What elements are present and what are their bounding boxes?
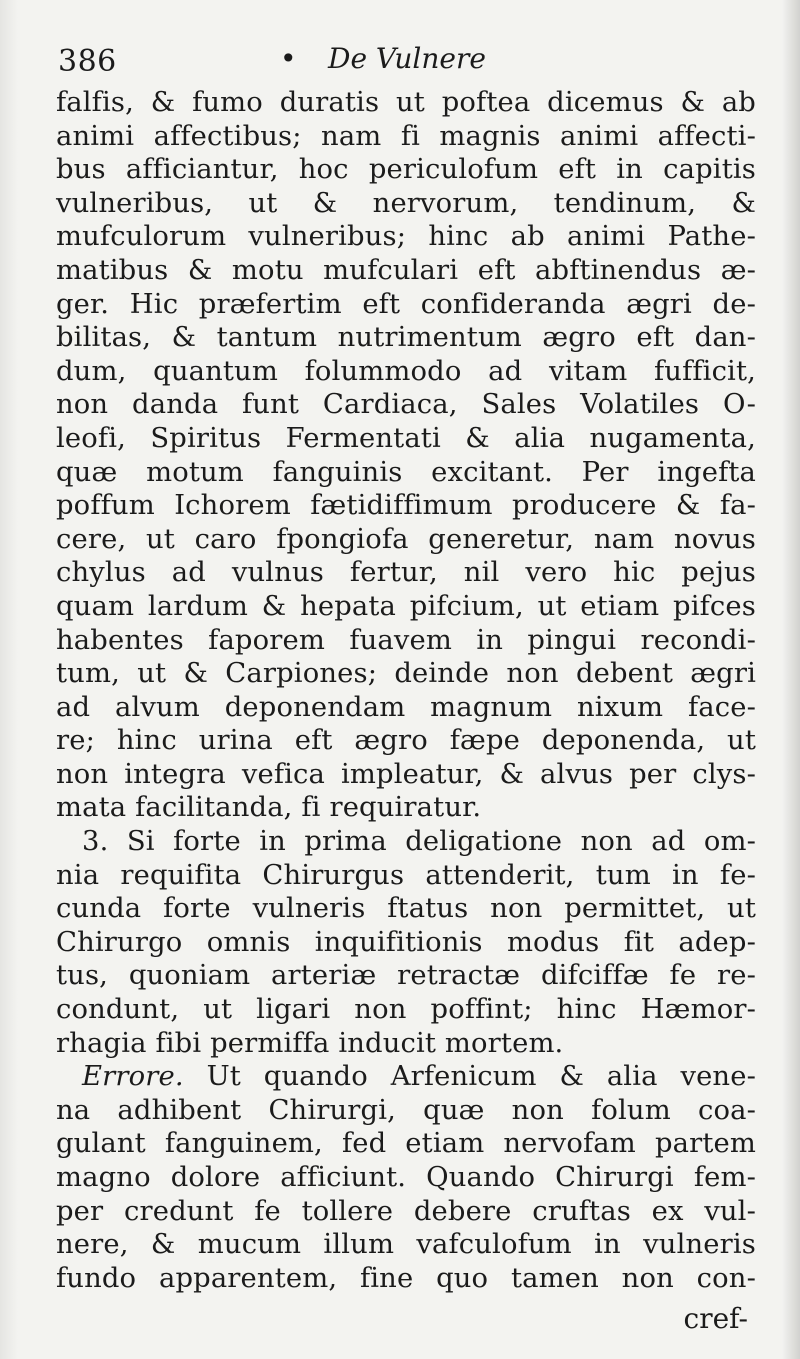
text-line: nia requifita Chirurgus attenderit, tum in fe- (56, 859, 756, 891)
page-number: 386 (58, 44, 117, 79)
text-line: ad alvum deponendam magnum nixum face- (56, 691, 756, 723)
text-line: per credunt fe tollere debere cruftas ex vul- (56, 1195, 756, 1227)
text-line: magno dolore afficiunt. Quando Chirurgi fem- (56, 1162, 756, 1193)
numbered-paragraph-start: 3. Si forte in prima deligatione non ad om- (82, 826, 756, 858)
page-footer (58, 1302, 748, 1342)
text-line: fundo apparentem, fine quo tamen non con- (56, 1262, 756, 1294)
body-text (56, 86, 756, 1295)
catchword: cref- (683, 1302, 748, 1335)
text-line: poffum Ichorem fætidiffimum producere & fa- (56, 490, 756, 522)
page-header (58, 38, 748, 86)
text-line: habentes faporem fuavem in pingui recondi- (56, 624, 756, 656)
text-line: non integra vefica impleatur, & alvus per clys- (56, 758, 756, 790)
text-line: ger. Hic præfertim eft confideranda ægri de- (56, 288, 756, 320)
text-line: mufculorum vulneribus; hinc ab animi Pathe- (56, 221, 756, 253)
text-line: nere, & mucum illum vafculofum in vulneris (56, 1229, 756, 1261)
text-line: matibus & motu mufculari eft abftinendus æ- (56, 254, 756, 286)
text-line: bilitas, & tantum nutrimentum ægro eft dan- (56, 322, 756, 354)
text-line: cere, ut caro fpongiofa generetur, nam novus (56, 523, 756, 555)
errore-lead-word: Errore. (82, 1061, 184, 1093)
text-line: leofi, Spiritus Fermentati & alia nugamenta, (56, 422, 756, 454)
running-title: De Vulnere (328, 42, 486, 75)
text-line: cunda forte vulneris ftatus non permittet, ut (56, 893, 756, 925)
header-ornament-dot: • (280, 42, 297, 75)
text-line: quam lardum & hepata pifcium, ut etiam pifces (56, 590, 756, 622)
text-line: dum, quantum folummodo ad vitam fufficit, (56, 355, 756, 387)
paragraph-end-line: mata facilitanda, fi requiratur. (56, 792, 482, 824)
text-line: na adhibent Chirurgi, quæ non folum coa- (56, 1094, 756, 1126)
text-line: gulant fanguinem, fed etiam nervofam partem (56, 1128, 756, 1160)
errore-paragraph-start: Errore. Ut quando Arfenicum & alia vene- (82, 1061, 756, 1093)
text-line: vulneribus, ut & nervorum, tendinum, & (56, 187, 756, 219)
text-line: re; hinc urina eft ægro fæpe deponenda, ut (56, 725, 756, 757)
text-line: animi affectibus; nam fi magnis animi affecti- (56, 120, 756, 152)
text-line: condunt, ut ligari non poffint; hinc Hæmor- (56, 994, 756, 1026)
text-line: non danda funt Cardiaca, Sales Volatiles O- (56, 389, 756, 421)
paragraph-end-line: rhagia fibi permiffa inducit mortem. (56, 1027, 564, 1059)
text-line: bus afficiantur, hoc periculofum eft in capitis (56, 154, 756, 186)
text-line: tus, quoniam arteriæ retractæ difciffæ fe re- (56, 960, 756, 992)
text-line: tum, ut & Carpiones; deinde non debent ægri (56, 658, 756, 690)
text-line: quæ motum fanguinis excitant. Per ingefta (56, 456, 756, 488)
text-line: chylus ad vulnus fertur, nil vero hic pejus (56, 557, 756, 589)
text-line: Chirurgo omnis inquifitionis modus fit adep- (56, 926, 756, 958)
text-line: falfis, & fumo duratis ut poftea dicemus & ab (56, 87, 756, 118)
